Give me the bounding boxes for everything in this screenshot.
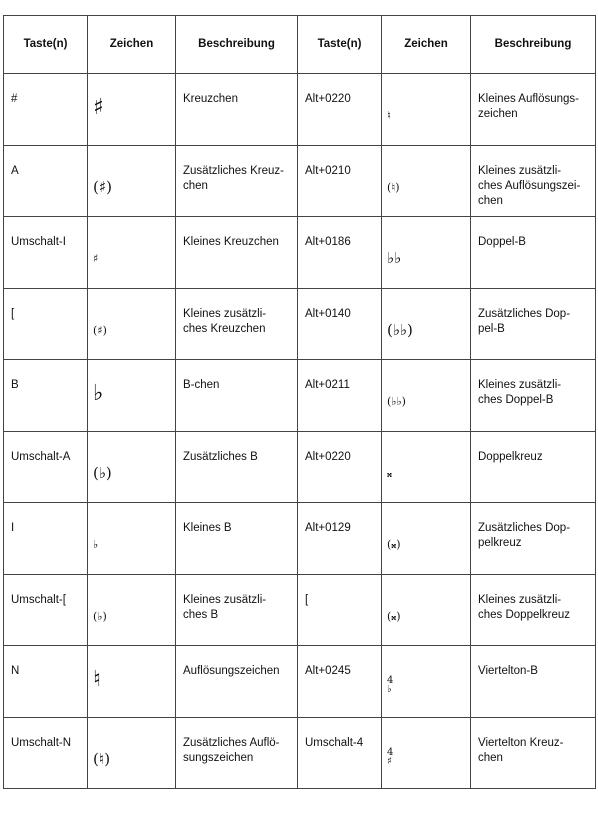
- music-symbol: ♯: [93, 95, 104, 120]
- key-cell: [298, 646, 382, 718]
- music-symbol: 4 ♭: [387, 675, 394, 695]
- music-symbol: (♮): [387, 180, 400, 194]
- description-cell-text: Doppelkreuz: [478, 450, 543, 463]
- description-cell: [176, 503, 298, 575]
- key-cell: [4, 574, 88, 646]
- music-symbol: 𝄪: [387, 466, 392, 480]
- description-cell-text: Zusätzliches B: [183, 450, 258, 463]
- key-cell: [298, 145, 382, 217]
- key-cell: [4, 288, 88, 360]
- symbol-cell: [88, 74, 176, 146]
- symbol-cell: [382, 217, 471, 289]
- description-cell-text: Zusätzliches Kreuz- chen: [183, 164, 284, 192]
- symbol-cell: [382, 574, 471, 646]
- description-cell-text: Kleines zusätzli- ches Auflösungszei- chen: [478, 164, 581, 207]
- description-cell: [176, 217, 298, 289]
- key-cell-text: Alt+0186: [305, 236, 351, 248]
- key-cell-text: I: [11, 522, 15, 534]
- description-cell: [176, 74, 298, 146]
- description-cell: [176, 717, 298, 789]
- header-description-2: Beschreibung: [471, 16, 596, 74]
- symbol-cell: [88, 574, 176, 646]
- music-symbol: ♭: [93, 381, 104, 406]
- key-cell-text: #: [11, 93, 18, 105]
- music-symbol: ♯: [93, 252, 99, 265]
- music-symbol: 4 ♯: [387, 746, 394, 767]
- description-cell-text: Viertelton Kreuz- chen: [478, 736, 564, 764]
- key-cell-text: [: [305, 593, 309, 606]
- description-cell-text: Viertelton-B: [478, 665, 538, 677]
- key-cell: [298, 717, 382, 789]
- music-symbol: ♮: [93, 667, 101, 692]
- key-cell: [4, 646, 88, 718]
- table-row: [4, 360, 596, 432]
- key-cell: [4, 217, 88, 289]
- symbol-cell: [88, 503, 176, 575]
- music-symbol: ♭: [93, 538, 99, 551]
- header-key-1: Taste(n): [4, 16, 88, 74]
- music-symbol: (♭♭): [387, 320, 413, 339]
- description-cell-text: Kleines B: [183, 522, 232, 534]
- description-cell: [471, 503, 596, 575]
- key-cell-text: Alt+0210: [305, 164, 351, 177]
- music-symbol: (𝄪): [387, 538, 401, 551]
- key-cell: [298, 288, 382, 360]
- description-cell: [471, 74, 596, 146]
- key-cell-text: [: [11, 307, 15, 320]
- key-cell-text: Alt+0245: [305, 665, 351, 677]
- symbol-cell: [88, 717, 176, 789]
- table-row: [4, 646, 596, 718]
- symbol-cell: [88, 431, 176, 503]
- symbol-cell: [382, 431, 471, 503]
- table-row: [4, 145, 596, 217]
- table-row: [4, 431, 596, 503]
- key-cell-text: Alt+0211: [305, 379, 350, 391]
- key-cell: [4, 74, 88, 146]
- symbol-cell: [88, 217, 176, 289]
- key-cell-text: Alt+0220: [305, 93, 351, 105]
- description-cell-text: Auflösungszeichen: [183, 665, 280, 677]
- key-cell: [4, 503, 88, 575]
- music-symbol: (♯): [93, 323, 107, 337]
- music-symbol: (𝄪): [387, 609, 401, 623]
- key-cell-text: N: [11, 665, 20, 677]
- header-symbol-2: Zeichen: [382, 16, 471, 74]
- key-cell-text: Umschalt-[: [11, 593, 66, 606]
- music-symbol: ♭♭: [387, 249, 402, 267]
- key-cell-text: Alt+0129: [305, 522, 351, 534]
- description-cell-text: Kleines zusätzli- ches Doppelkreuz: [478, 593, 571, 621]
- description-cell: [176, 646, 298, 718]
- key-cell-text: Alt+0140: [305, 307, 351, 320]
- music-symbol: (♮): [93, 749, 111, 768]
- description-cell: [471, 717, 596, 789]
- description-cell: [471, 431, 596, 503]
- key-cell: [298, 74, 382, 146]
- symbol-cell: [382, 717, 471, 789]
- key-cell: [4, 431, 88, 503]
- key-cell: [4, 717, 88, 789]
- music-symbol: (♯): [93, 177, 112, 196]
- key-cell: [298, 574, 382, 646]
- key-cell: [298, 217, 382, 289]
- description-cell: [471, 217, 596, 289]
- header-row: [4, 16, 596, 74]
- description-cell: [176, 288, 298, 360]
- symbol-cell: [88, 288, 176, 360]
- symbol-cell: [88, 145, 176, 217]
- description-cell-text: Kleines zusätzli- ches B: [183, 593, 267, 621]
- description-cell: [471, 646, 596, 718]
- description-cell-text: Kreuzchen: [183, 93, 238, 105]
- description-cell-text: Kleines Kreuzchen: [183, 236, 279, 248]
- description-cell-text: Kleines Auflösungs- zeichen: [478, 93, 580, 120]
- table-row: [4, 74, 596, 146]
- description-cell-text: Zusätzliches Dop- pel-B: [478, 307, 571, 335]
- table-row: [4, 288, 596, 360]
- music-symbol: (♭♭): [387, 395, 406, 408]
- key-cell-text: Alt+0220: [305, 450, 351, 463]
- key-cell: [4, 145, 88, 217]
- music-symbol: ♮: [387, 109, 391, 122]
- table-row: [4, 574, 596, 646]
- description-cell: [471, 145, 596, 217]
- key-cell-text: Umschalt-I: [11, 236, 66, 248]
- description-cell-text: Doppel-B: [478, 236, 526, 248]
- description-cell: [471, 360, 596, 432]
- table-row: [4, 217, 596, 289]
- key-cell-text: Umschalt-N: [11, 736, 72, 749]
- symbol-cell: [382, 360, 471, 432]
- symbol-cell: [88, 646, 176, 718]
- description-cell-text: B-chen: [183, 379, 220, 391]
- symbol-cell: [382, 503, 471, 575]
- symbol-cell: [382, 288, 471, 360]
- key-cell: [298, 503, 382, 575]
- description-cell: [176, 574, 298, 646]
- description-cell-text: Zusätzliches Auflö- sungszeichen: [183, 736, 280, 764]
- header-symbol-1: Zeichen: [88, 16, 176, 74]
- key-cell: [298, 360, 382, 432]
- description-cell: [176, 431, 298, 503]
- key-cell-text: A: [11, 164, 19, 177]
- key-cell: [298, 431, 382, 503]
- symbol-cell: [88, 360, 176, 432]
- description-cell: [471, 574, 596, 646]
- music-symbol: (♭): [93, 609, 107, 623]
- symbol-cell: [382, 646, 471, 718]
- header-description-1: Beschreibung: [176, 16, 298, 74]
- table-row: [4, 503, 596, 575]
- description-cell: [176, 360, 298, 432]
- key-cell: [4, 360, 88, 432]
- description-cell-text: Zusätzliches Dop- pelkreuz: [478, 522, 571, 549]
- key-cell-text: Umschalt-A: [11, 450, 71, 463]
- description-cell: [471, 288, 596, 360]
- description-cell-text: Kleines zusätzli- ches Kreuzchen: [183, 307, 267, 335]
- symbol-cell: [382, 145, 471, 217]
- key-cell-text: B: [11, 379, 19, 391]
- symbol-cell: [382, 74, 471, 146]
- music-symbol: (♭): [93, 463, 112, 482]
- table-row: [4, 717, 596, 789]
- key-symbol-table: [3, 15, 596, 789]
- key-cell-text: Umschalt-4: [305, 736, 364, 749]
- header-key-2: Taste(n): [298, 16, 382, 74]
- description-cell-text: Kleines zusätzli- ches Doppel-B: [478, 379, 562, 406]
- description-cell: [176, 145, 298, 217]
